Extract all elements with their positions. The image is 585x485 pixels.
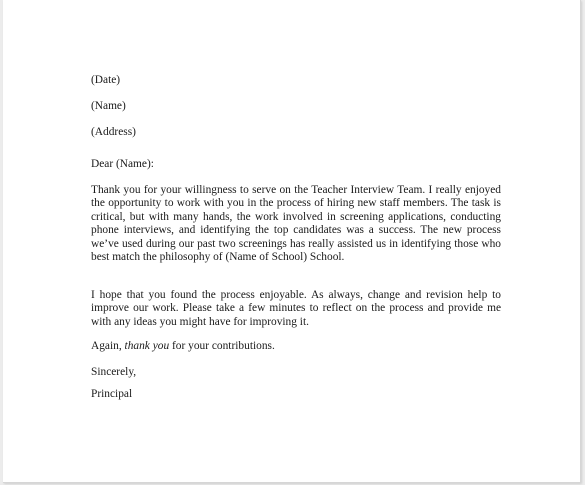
thank-you-emphasis: thank you — [124, 340, 170, 352]
paragraph-3-start: Again, — [91, 340, 125, 352]
salutation: Dear (Name): — [91, 158, 154, 170]
body-paragraph-3 — [91, 340, 501, 353]
recipient-address: (Address) — [91, 126, 136, 138]
letter-page — [3, 0, 581, 483]
paragraph-3-end: for your contributions. — [169, 340, 275, 352]
closing: Sincerely, — [91, 366, 137, 378]
body-paragraph-1: Thank you for your willingness to serve on the Teacher Interview Team. I really enjoyed the opportunity to work with you in the process of hiring new staff members. The task is critical, but with many hands, the work involved in screening applications, conducting phone interviews, and identifying the top candidates was a success. The new process we’ve used during our past two screenings has really assisted us in identifying those who best match the philosophy of (Name of School) School. — [91, 184, 501, 264]
body-paragraph-2: I hope that you found the process enjoyable. As always, change and revision help to improve our work. Please take a few minutes to reflect on the process and provide me with any ideas you might have for improving it. — [91, 289, 501, 328]
signer-title: Principal — [91, 388, 133, 400]
letter-date: (Date) — [91, 74, 121, 86]
recipient-name: (Name) — [91, 100, 126, 112]
